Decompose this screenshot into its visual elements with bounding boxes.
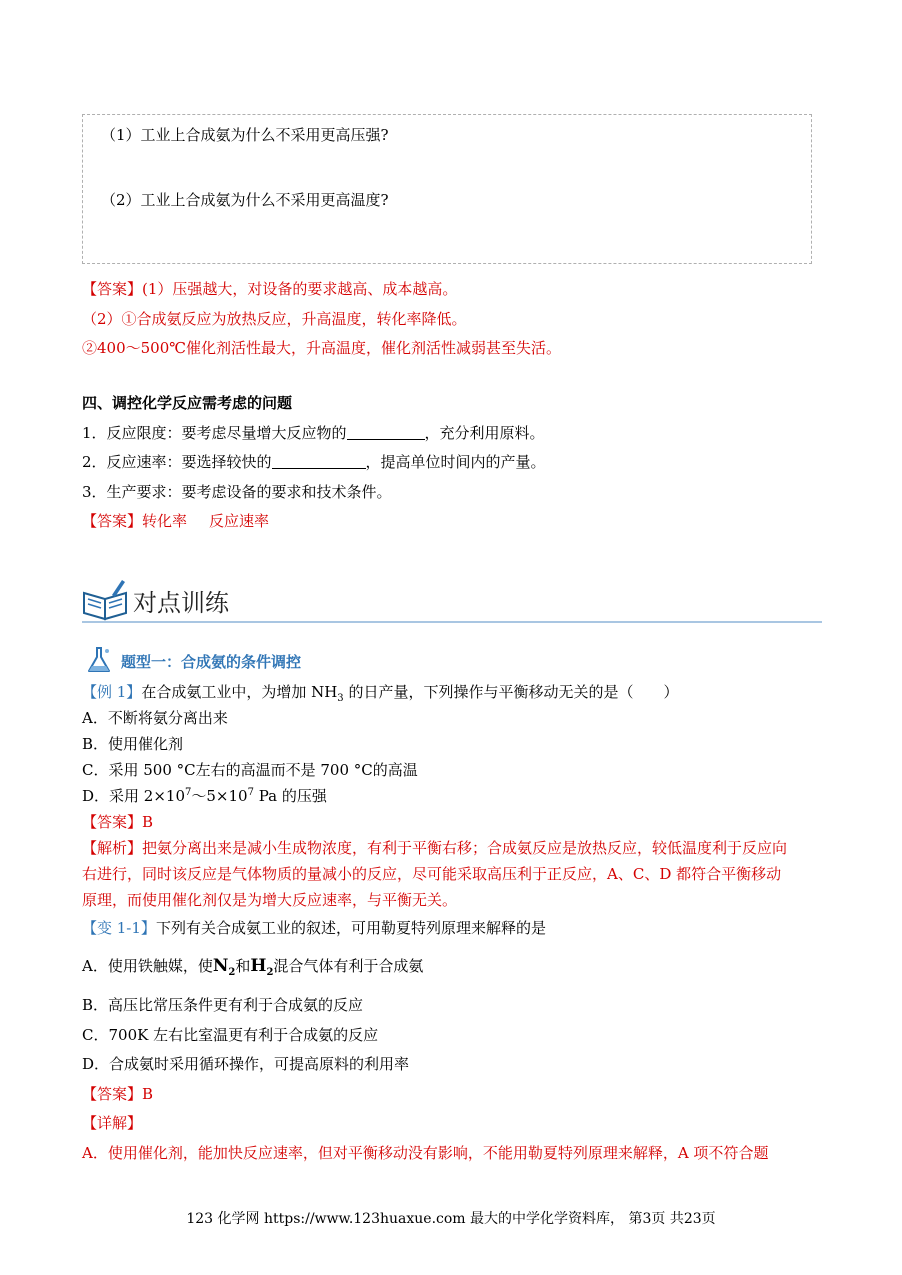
variant-1-1-option-c: C．700K 左右比室温更有利于合成氨的反应 [82, 1026, 379, 1044]
example-1-answer: 【答案】B [82, 813, 154, 831]
example-1-option-d: D．采用 $2\times 10^7\sim 5\times 10^7$ Pa 的压强 [82, 787, 327, 805]
answer-1-line-1: 【答案】(1）压强越大，对设备的要求越高、成本越高。 [82, 280, 458, 298]
section-item-2: 2．反应速率：要选择较快的 ，提高单位时间内的产量。 [82, 453, 546, 471]
answer-1-line-3: ②400～500℃催化剂活性最大，升高温度，催化剂活性减弱甚至失活。 [82, 339, 562, 357]
example-1-analysis-1: 【解析】把氨分离出来是减小生成物浓度，有利于平衡右移；合成氨反应是放热反应，较低温度利于反应向 [82, 839, 788, 857]
banner-title: 对点训练 [133, 589, 229, 617]
page-footer: 123 化学网 https://www.123huaxue.com 最大的中学化学资料库， 第3页 共23页 [186, 1211, 716, 1227]
variant-1-1-detail-tag: 【详解】 [82, 1114, 143, 1132]
variant-1-1-stem: 【变 1-1】下列有关合成氨工业的叙述，可用勒夏特列原理来解释的是 [82, 919, 546, 937]
variant-1-1-answer: 【答案】B [82, 1085, 154, 1103]
example-1-analysis-3: 原理，而使用催化剂仅是为增大反应速率，与平衡无关。 [82, 891, 458, 909]
banner-divider [82, 621, 822, 623]
example-1-option-b: B．使用催化剂 [82, 735, 184, 753]
fill-blank-1 [347, 424, 425, 440]
answer-1-line-2: （2）①合成氨反应为放热反应，升高温度，转化率降低。 [82, 310, 467, 328]
section-item-1: 1．反应限度：要考虑尽量增大反应物的 ，充分利用原料。 [82, 424, 545, 442]
question-2: （2）工业上合成氨为什么不采用更高温度? [101, 191, 389, 209]
question-1: （1）工业上合成氨为什么不采用更高压强? [101, 126, 389, 144]
section-heading: 四、调控化学反应需考虑的问题 [82, 394, 293, 412]
variant-1-1-detail-a: A．使用催化剂，能加快反应速率，但对平衡移动没有影响，不能用勒夏特列原理来解释，A 项不符合题 [82, 1144, 769, 1162]
example-1-option-c: C．采用 500 °C左右的高温而不是 700 °C的高温 [82, 761, 418, 779]
book-icon [82, 577, 128, 621]
variant-1-1-option-d: D．合成氨时采用循环操作，可提高原料的利用率 [82, 1055, 410, 1073]
variant-1-1-option-b: B．高压比常压条件更有利于合成氨的反应 [82, 996, 364, 1014]
example-1-stem: 【例 1】在合成氨工业中，为增加 $NH_3$ 的日产量，下列操作与平衡移动无关的是（ ） [82, 683, 679, 704]
example-1-option-a: A．不断将氨分离出来 [82, 709, 228, 727]
question-box [82, 114, 812, 264]
example-1-analysis-2: 右进行，同时该反应是气体物质的量减小的反应，尽可能采取高压利于正反应，A、C、D 都符合平衡移动 [82, 865, 782, 883]
flask-icon [84, 645, 114, 675]
answer-tag: 【答案】 [82, 280, 143, 298]
variant-1-1-option-a: A．使用铁触媒，使$N_2$和$H_2$混合气体有利于合成氨 [82, 956, 424, 978]
variant-tag: 【变 1-1】 [82, 919, 156, 937]
example-tag: 【例 1】 [82, 683, 142, 701]
section-answer: 【答案】转化率 反应速率 [82, 512, 270, 530]
topic-title: 题型一：合成氨的条件调控 [121, 653, 302, 671]
section-item-3: 3．生产要求：要考虑设备的要求和技术条件。 [82, 483, 392, 501]
fill-blank-2 [272, 453, 366, 469]
